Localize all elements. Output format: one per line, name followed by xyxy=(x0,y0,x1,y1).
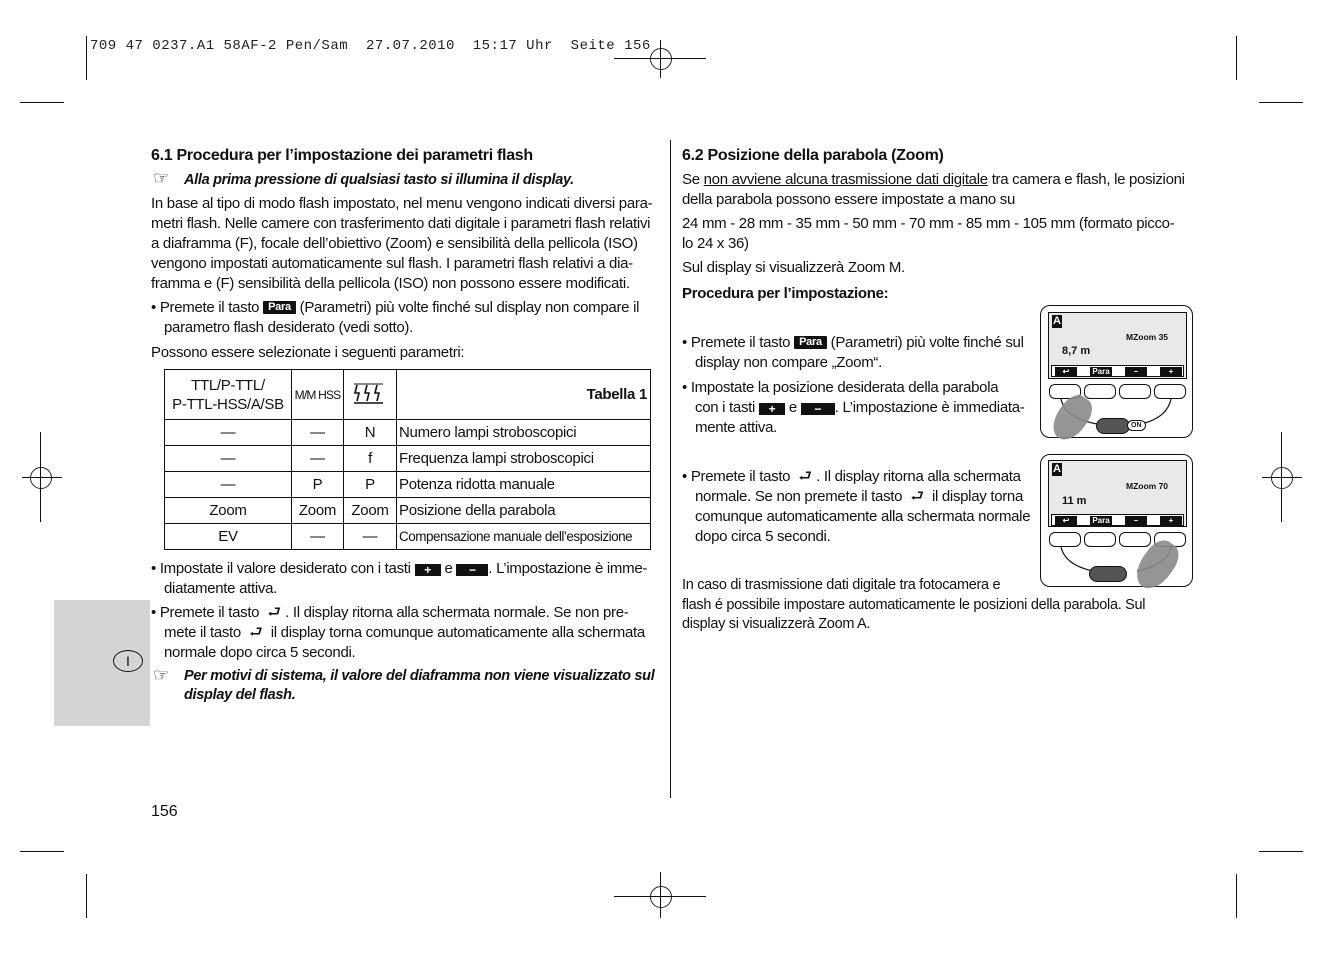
bullet-text: • Premete il tasto xyxy=(682,334,791,351)
note-aperture xyxy=(151,667,666,705)
bullet-text: con i tasti xyxy=(695,399,756,416)
bullet-text: (Parametri) più volte finché sul xyxy=(830,334,1024,351)
stroboscopic-flash-icon xyxy=(353,382,387,404)
mode-indicator: A xyxy=(1053,463,1061,475)
table-row xyxy=(165,498,651,524)
bullet-text: mente attiva. xyxy=(695,419,777,436)
flash-display-illustration-2 xyxy=(1040,454,1193,587)
bullet-text: • Impostate il valore desiderato con i tasti xyxy=(151,560,411,577)
bullet-text: . Il display ritorna alla schermata normale. Se non pre- xyxy=(285,604,629,621)
registration-mark-top xyxy=(650,48,672,70)
intro-line: metri flash. Nelle camere con trasferimento dati digitale i parametri flash relativi xyxy=(151,215,651,232)
bullet-text: • Premete il tasto xyxy=(151,299,260,316)
table-cell: — xyxy=(165,446,292,472)
table-cell: P xyxy=(344,472,397,498)
text: della parabola possono essere impostate a mano su xyxy=(682,191,1016,208)
table-cell: Numero lampi stroboscopici xyxy=(397,420,651,446)
crop-mark xyxy=(20,851,64,852)
bullet-text: normale dopo circa 5 secondi. xyxy=(164,644,356,661)
table-header-manual: M/M HSS xyxy=(292,370,344,420)
bullet-text: mete il tasto xyxy=(164,624,241,641)
bullet-zoom-return xyxy=(682,467,1042,547)
registration-mark-bottom xyxy=(650,886,672,908)
text: lo 24 x 36) xyxy=(682,235,749,252)
crop-mark xyxy=(1236,36,1237,80)
registration-line xyxy=(1262,477,1302,478)
softkey-return: ↩ xyxy=(1055,367,1077,376)
bullet-text: parametro flash desiderato (vedi sotto). xyxy=(164,319,413,336)
table-row xyxy=(165,524,651,550)
bullet-text: . Il display ritorna alla schermata xyxy=(816,468,1021,485)
bullet-text: il display torna comunque automaticamente alla schermata xyxy=(270,624,645,641)
on-label: ON xyxy=(1127,420,1146,431)
table-row xyxy=(165,420,651,446)
registration-mark-left xyxy=(30,467,52,489)
bullet-text: . L’impostazione è immediata- xyxy=(834,399,1025,416)
table-cell: — xyxy=(292,446,344,472)
selectable-params-intro: Possono essere selezionate i seguenti parametri: xyxy=(151,344,465,361)
registration-line xyxy=(22,477,62,478)
plus-key-icon: + xyxy=(415,564,441,576)
bullet-text: normale. Se non premete il tasto xyxy=(695,488,903,505)
softkey-minus: – xyxy=(1125,367,1147,376)
column-divider xyxy=(670,140,671,798)
text: display si visualizzerà Zoom A. xyxy=(682,616,871,632)
return-key-icon: ⮐ xyxy=(249,624,263,641)
flash-display-illustration-1 xyxy=(1040,305,1193,438)
bullet-zoom-set xyxy=(682,378,1037,438)
softkey-para: Para xyxy=(1090,367,1112,376)
bullet-set-value xyxy=(151,559,666,599)
table-cell: Zoom xyxy=(344,498,397,524)
intro-line: In base al tipo di modo flash impostato, nel menu vengono indicati diversi para- xyxy=(151,195,653,212)
text: In caso di trasmissione dati digitale tra fotocamera e xyxy=(682,577,1001,593)
softkey-minus: – xyxy=(1125,516,1147,525)
bullet-return xyxy=(151,603,671,663)
bullet-text: • Impostate la posizione desiderata della parabola xyxy=(682,379,999,396)
table-cell: — xyxy=(292,420,344,446)
text: flash é possibile impostare automaticamente le posizioni della parabola. Sul xyxy=(682,596,1146,613)
table-cell: — xyxy=(165,420,292,446)
intro-line: a diaframma (F), focale dell’obiettivo (Zoom) e sensibilità della pellicola (ISO) xyxy=(151,235,638,252)
return-key-icon: ⮐ xyxy=(267,604,281,621)
pointing-hand-icon: ☞ xyxy=(153,168,169,188)
table-cell: — xyxy=(292,524,344,550)
mode-indicator: A xyxy=(1053,315,1061,327)
pointing-hand-icon: ☞ xyxy=(153,665,169,685)
table-cell: Frequenza lampi stroboscopici xyxy=(397,446,651,472)
crop-mark xyxy=(1236,874,1237,918)
registration-line xyxy=(660,40,661,78)
table-header-ttl: TTL/P-TTL/ P-TTL-HSS/A/SB xyxy=(165,370,292,420)
intro-paragraph xyxy=(151,194,666,294)
table-cell: N xyxy=(344,420,397,446)
distance-readout: 11 m xyxy=(1062,495,1087,507)
bullet-text: (Parametri) più volte finché sul display non compare il xyxy=(299,299,640,316)
para-key-icon: Para xyxy=(794,336,827,349)
plus-key-icon: + xyxy=(759,403,785,415)
table-row xyxy=(165,472,651,498)
softkey-plus: + xyxy=(1160,516,1182,525)
distance-readout: 8,7 m xyxy=(1062,345,1091,357)
underlined-text: non avviene alcuna trasmissione dati digitale xyxy=(703,171,988,188)
zoom-readout: MZoom 70 xyxy=(1126,481,1169,491)
registration-mark-right xyxy=(1271,467,1293,489)
text: Se xyxy=(682,171,700,188)
power-switch xyxy=(1089,566,1127,582)
bullet-text: • Premete il tasto xyxy=(682,468,791,485)
crop-mark xyxy=(86,874,87,918)
bullet-text: e xyxy=(444,560,453,577)
crop-mark xyxy=(86,36,87,80)
bullet-text: . L’impostazione è imme- xyxy=(488,560,648,577)
note-text: display del flash. xyxy=(184,687,296,703)
softkey-plus: + xyxy=(1160,367,1182,376)
table-cell: — xyxy=(165,472,292,498)
procedure-heading: Procedura per l’impostazione: xyxy=(682,285,889,302)
parameter-table xyxy=(164,369,651,550)
minus-key-icon: − xyxy=(801,403,835,415)
bullet-text: dopo circa 5 secondi. xyxy=(695,528,831,545)
table-cell: Zoom xyxy=(292,498,344,524)
crop-mark xyxy=(1259,851,1303,852)
table-cell: Posizione della parabola xyxy=(397,498,651,524)
page-number: 156 xyxy=(151,803,178,820)
softkey-para: Para xyxy=(1090,516,1112,525)
zoom-m-line: Sul display si visualizzerà Zoom M. xyxy=(682,259,905,276)
zoom-intro xyxy=(682,170,1202,210)
bullet-text: e xyxy=(788,399,797,416)
language-badge: I xyxy=(113,650,143,672)
section-heading-6-2: 6.2 Posizione della parabola (Zoom) xyxy=(682,147,944,164)
bullet-text: il display torna xyxy=(931,488,1024,505)
table-cell: Zoom xyxy=(165,498,292,524)
bullet-zoom-para xyxy=(682,333,1037,373)
crop-mark xyxy=(1259,102,1303,103)
power-switch xyxy=(1096,418,1130,434)
intro-line: vengono impostati automaticamente sul flash. I parametri flash relativi a dia- xyxy=(151,255,633,272)
bullet-text: comunque automaticamente alla schermata normale xyxy=(695,508,1031,525)
registration-line xyxy=(660,872,661,918)
table-cell: f xyxy=(344,446,397,472)
table-header-strobo xyxy=(344,370,397,420)
bullet-press-para xyxy=(151,298,666,338)
para-key-icon: Para xyxy=(263,301,296,314)
note-text: Per motivi di sistema, il valore del diaframma non viene visualizzato sul xyxy=(184,668,655,684)
section-heading-6-1: 6.1 Procedura per l’impostazione dei parametri flash xyxy=(151,147,533,164)
table-cell: P xyxy=(292,472,344,498)
table-cell: Potenza ridotta manuale xyxy=(397,472,651,498)
crop-mark xyxy=(20,102,64,103)
bullet-text: • Premete il tasto xyxy=(151,604,260,621)
return-key-icon: ⮐ xyxy=(798,468,812,485)
return-key-icon: ⮐ xyxy=(910,488,924,505)
table-row xyxy=(165,446,651,472)
table-cell: EV xyxy=(165,524,292,550)
table-cell: Compensazione manuale dell’esposizione xyxy=(397,524,651,550)
table-title: Tabella 1 xyxy=(397,370,651,420)
bullet-text: diatamente attiva. xyxy=(164,580,278,597)
print-slug: 709 47 0237.A1 58AF-2 Pen/Sam 27.07.2010 15:17 Uhr Seite 156 xyxy=(90,38,651,54)
zoom-values xyxy=(682,214,1202,254)
softkey-return: ↩ xyxy=(1055,516,1077,525)
intro-line: framma e (F) sensibilità della pellicola (ISO) non possono essere modificati. xyxy=(151,275,630,292)
text: 24 mm - 28 mm - 35 mm - 50 mm - 70 mm - 85 mm - 105 mm (formato picco- xyxy=(682,215,1175,232)
text: tra camera e flash, le posizioni xyxy=(991,171,1185,188)
bullet-text: display non compare „Zoom“. xyxy=(695,354,882,371)
note-text: Alla prima pressione di qualsiasi tasto si illumina il display. xyxy=(184,172,574,188)
note-display-light xyxy=(151,168,661,190)
minus-key-icon: − xyxy=(456,564,488,576)
table-cell: — xyxy=(344,524,397,550)
zoom-readout: MZoom 35 xyxy=(1126,332,1169,342)
